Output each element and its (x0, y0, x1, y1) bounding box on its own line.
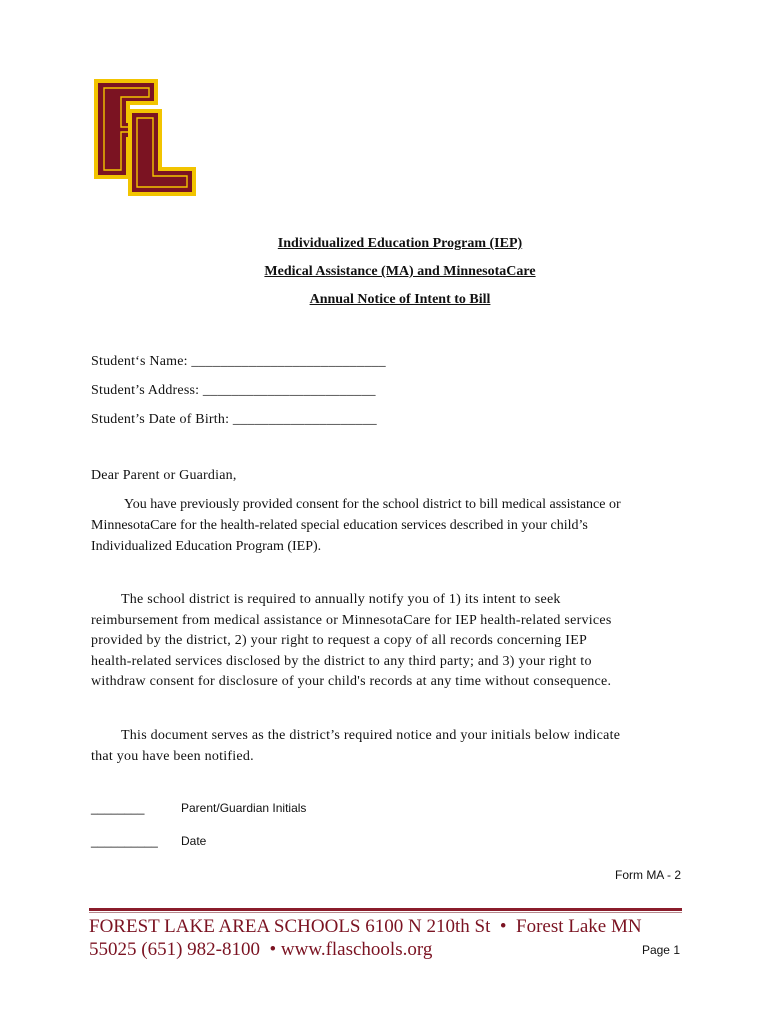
paragraph-1-line-1: You have previously provided consent for the school district to bill medical assistance or (124, 497, 621, 512)
footer-address-line-2: 55025 (651) 982-8100 • www.flaschools.org (89, 939, 433, 960)
footer-rule (89, 908, 682, 911)
date-label: Date (181, 834, 207, 848)
paragraph-2-line-5: withdraw consent for disclosure of your child's records at any time without consequence. (91, 674, 612, 689)
title-line-3: Annual Notice of Intent to Bill (309, 292, 491, 307)
student-dob-field: Student’s Date of Birth: ____________________ (91, 412, 377, 427)
paragraph-2-line-3: provided by the district, 2) your right to request a copy of all records concerning IEP (91, 633, 588, 648)
initials-blank[interactable]: ________ (91, 801, 145, 815)
paragraph-2 (91, 590, 691, 693)
date-blank[interactable]: __________ (91, 834, 158, 848)
paragraph-3-line-2: that you have been notified. (91, 748, 254, 764)
paragraph-3 (91, 726, 691, 767)
paragraph-2-line-1: The school district is required to annually notify you of 1) its intent to seek (121, 592, 561, 607)
fl-logo (90, 75, 200, 199)
initials-label: Parent/Guardian Initials (181, 801, 307, 815)
paragraph-1 (91, 494, 681, 557)
paragraph-3-line-1: This document serves as the district’s required notice and your initials below indicate (121, 728, 621, 743)
footer-address-line-1: FOREST LAKE AREA SCHOOLS 6100 N 210th St • Forest Lake MN (89, 916, 642, 937)
title-line-1: Individualized Education Program (IEP) (277, 236, 523, 251)
paragraph-1-line-2: MinnesotaCare for the health-related special education services described in your child’s (91, 518, 588, 533)
page-number: Page 1 (641, 943, 680, 957)
student-name-field: Student‘s Name: ___________________________ (91, 354, 386, 369)
title-line-2: Medical Assistance (MA) and MinnesotaCare (264, 264, 536, 279)
paragraph-2-line-4: health-related services disclosed by the district to any third party; and 3) your right to (91, 653, 592, 669)
greeting: Dear Parent or Guardian, (91, 468, 237, 483)
paragraph-2-line-2: reimbursement from medical assistance or MinnesotaCare for IEP health-related services (91, 612, 612, 628)
footer-rule-thin (89, 912, 682, 913)
student-address-field: Student’s Address: ________________________ (91, 383, 376, 398)
paragraph-1-line-3: Individualized Education Program (IEP). (91, 539, 322, 554)
form-id: Form MA - 2 (614, 868, 681, 882)
